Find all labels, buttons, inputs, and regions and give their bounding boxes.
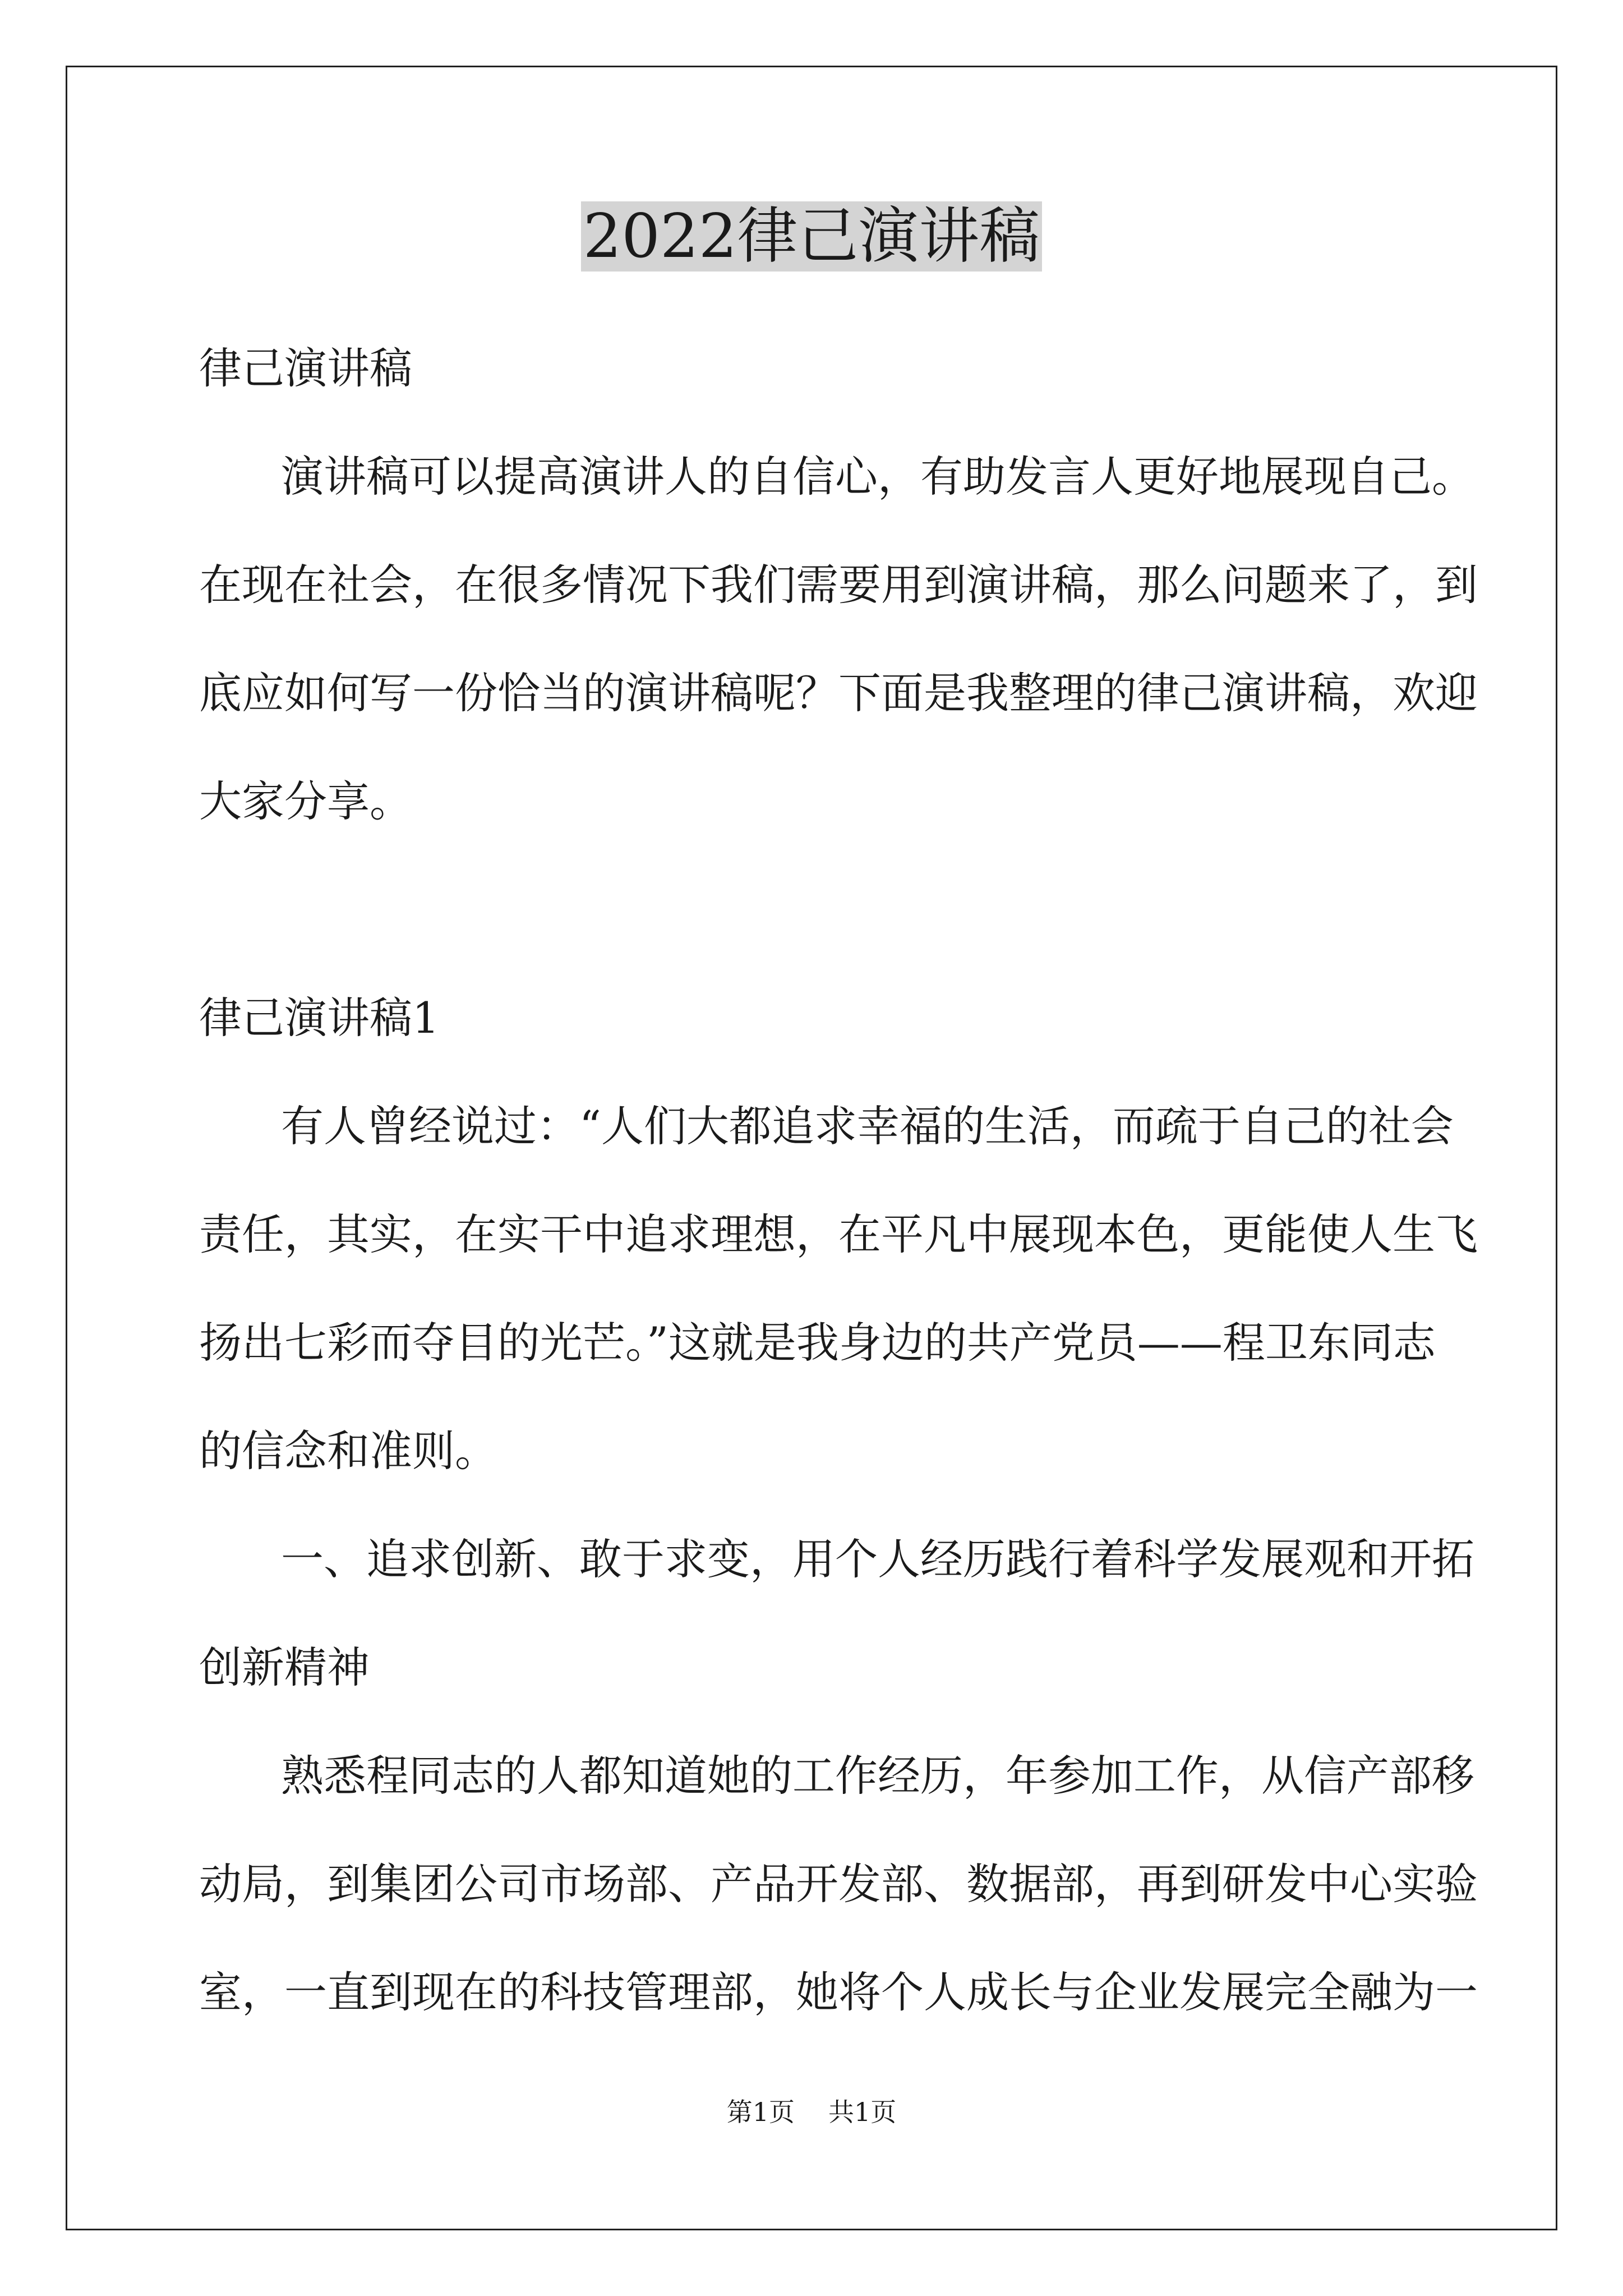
document-title-text: 2022律己演讲稿: [581, 201, 1043, 272]
intro-line: 演讲稿可以提高演讲人的自信心，有助发言人更好地展现自己。: [281, 452, 1474, 501]
paragraph-line: 熟悉程同志的人都知道她的工作经历，年参加工作，从信产部移: [281, 1751, 1474, 1801]
page-footer: [0, 2095, 1623, 2129]
paragraph-line: 责任，其实，在实干中追求理想，在平凡中展现本色，更能使人生飞: [199, 1209, 1478, 1259]
intro-line: 底应如何写一份恰当的演讲稿呢？下面是我整理的律己演讲稿，欢迎: [199, 668, 1478, 718]
page-total: 共1页: [828, 2097, 897, 2127]
paragraph-line: 有人曾经说过：“人们大都追求幸福的生活，而疏于自己的社会: [281, 1101, 1454, 1151]
page-number: 第1页: [726, 2097, 795, 2127]
document-title: [0, 197, 1623, 276]
intro-line: 在现在社会，在很多情况下我们需要用到演讲稿，那么问题来了，到: [199, 560, 1478, 610]
paragraph-line: 创新精神: [199, 1642, 370, 1692]
intro-line: 大家分享。: [199, 776, 412, 826]
subtitle: 律己演讲稿: [199, 343, 412, 393]
paragraph-line: 扬出七彩而夺目的光芒。”这就是我身边的共产党员——程卫东同志: [199, 1318, 1436, 1368]
paragraph-line: 一、追求创新、敢于求变，用个人经历践行着科学发展观和开拓: [281, 1534, 1474, 1584]
section-heading: 律己演讲稿1: [199, 993, 440, 1043]
document-body: [199, 314, 1478, 2046]
spacer: [199, 855, 1433, 964]
paragraph-line: 室，一直到现在的科技管理部，她将个人成长与企业发展完全融为一: [199, 1967, 1478, 2017]
paragraph-line: 的信念和准则。: [199, 1426, 497, 1476]
paragraph-line: 动局，到集团公司市场部、产品开发部、数据部，再到研发中心实验: [199, 1859, 1478, 1909]
